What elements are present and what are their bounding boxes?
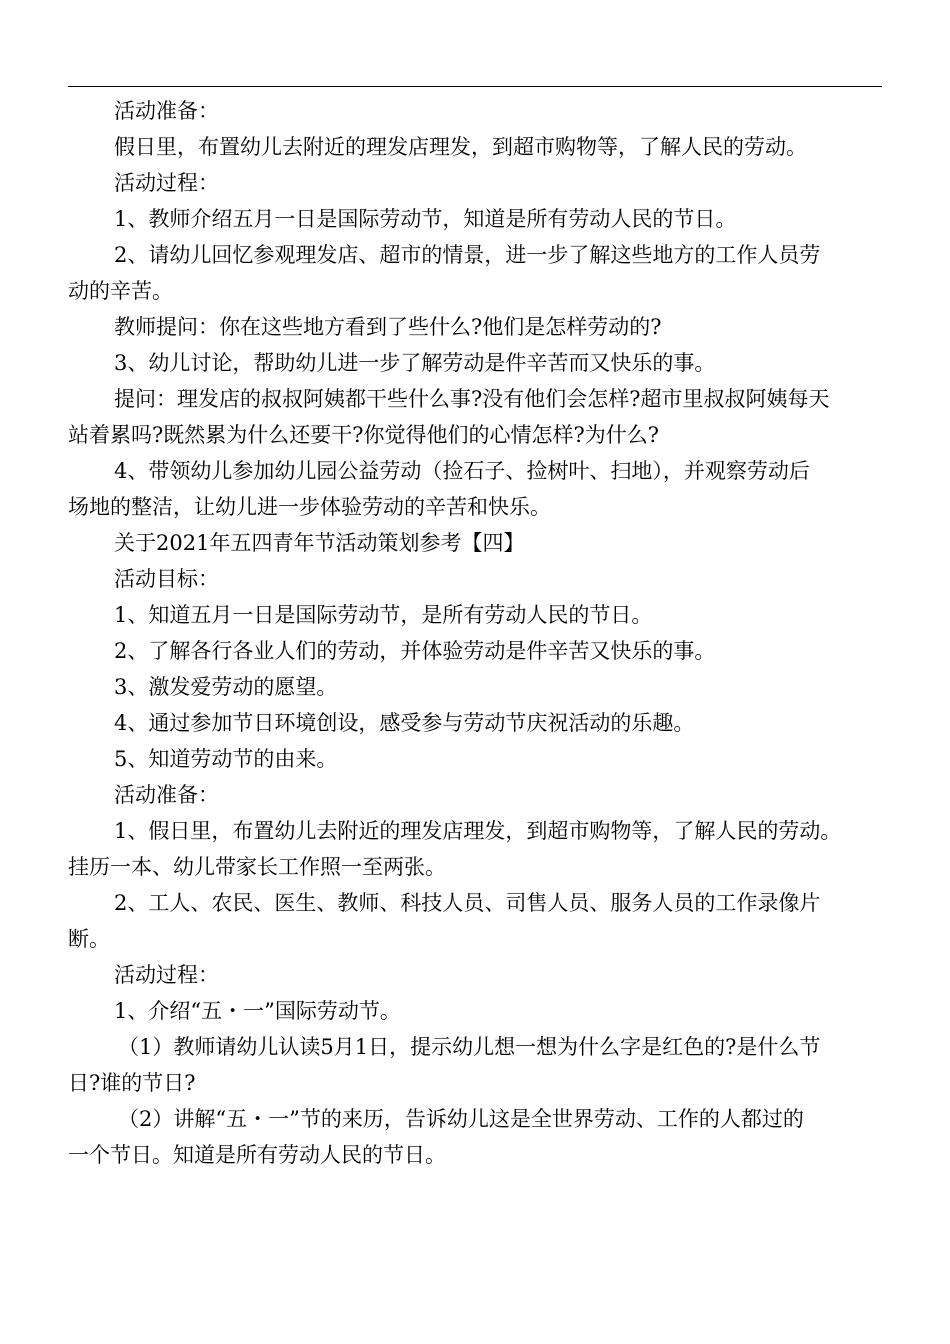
heading-activity-process: 活动过程： [114,963,219,987]
paragraph-line: 4、带领幼儿参加幼儿园公益劳动（捡石子、捡树叶、扫地），并观察劳动后 [114,459,810,483]
list-item: 2、了解各行各业人们的劳动，并体验劳动是件辛苦又快乐的事。 [114,639,716,663]
section-title: 关于2021年五四青年节活动策划参考【四】 [114,531,525,555]
list-item: 4、通过参加节日环境创设，感受参与劳动节庆祝活动的乐趣。 [114,711,695,735]
paragraph-line: 提问：理发店的叔叔阿姨都干些什么事?没有他们会怎样?超市里叔叔阿姨每天 [114,387,830,411]
header-rule [68,86,882,87]
heading-activity-prep: 活动准备： [114,783,219,807]
heading-activity-goals: 活动目标： [114,567,219,591]
paragraph-line: 假日里，布置幼儿去附近的理发店理发，到超市购物等，了解人民的劳动。 [114,135,807,159]
paragraph-line: 1、教师介绍五月一日是国际劳动节，知道是所有劳动人民的节日。 [114,207,737,231]
paragraph-line: 动的辛苦。 [68,279,173,303]
paragraph-line: 场地的整洁，让幼儿进一步体验劳动的辛苦和快乐。 [68,495,551,519]
list-item: 3、激发爱劳动的愿望。 [114,675,338,699]
paragraph-line: 2、工人、农民、医生、教师、科技人员、司售人员、服务人员的工作录像片 [114,891,821,915]
heading-activity-prep: 活动准备： [114,99,219,123]
paragraph-line: 挂历一本、幼儿带家长工作照一至两张。 [68,855,446,879]
list-item: 5、知道劳动节的由来。 [114,747,338,771]
document-body [68,93,884,1173]
list-item: 1、知道五月一日是国际劳动节，是所有劳动人民的节日。 [114,603,653,627]
paragraph-line: 1、介绍“五・一”国际劳动节。 [114,999,401,1023]
paragraph-line: 日?谁的节日? [68,1071,196,1095]
heading-activity-process: 活动过程： [114,171,219,195]
paragraph-line: 站着累吗?既然累为什么还要干?你觉得他们的心情怎样?为什么? [68,423,660,447]
paragraph-line: （1）教师请幼儿认读5月1日，提示幼儿想一想为什么字是红色的?是什么节 [118,1035,821,1059]
paragraph-line: 教师提问：你在这些地方看到了些什么?他们是怎样劳动的? [114,315,662,339]
paragraph-line: 1、假日里，布置幼儿去附近的理发店理发，到超市购物等，了解人民的劳动。 [114,819,842,843]
paragraph-line: （2）讲解“五・一”节的来历，告诉幼儿这是全世界劳动、工作的人都过的 [118,1107,804,1131]
paragraph-line: 3、幼儿讨论，帮助幼儿进一步了解劳动是件辛苦而又快乐的事。 [114,351,716,375]
paragraph-line: 断。 [68,927,110,951]
paragraph-line: 2、请幼儿回忆参观理发店、超市的情景，进一步了解这些地方的工作人员劳 [114,243,821,267]
paragraph-line: 一个节日。知道是所有劳动人民的节日。 [68,1143,446,1167]
